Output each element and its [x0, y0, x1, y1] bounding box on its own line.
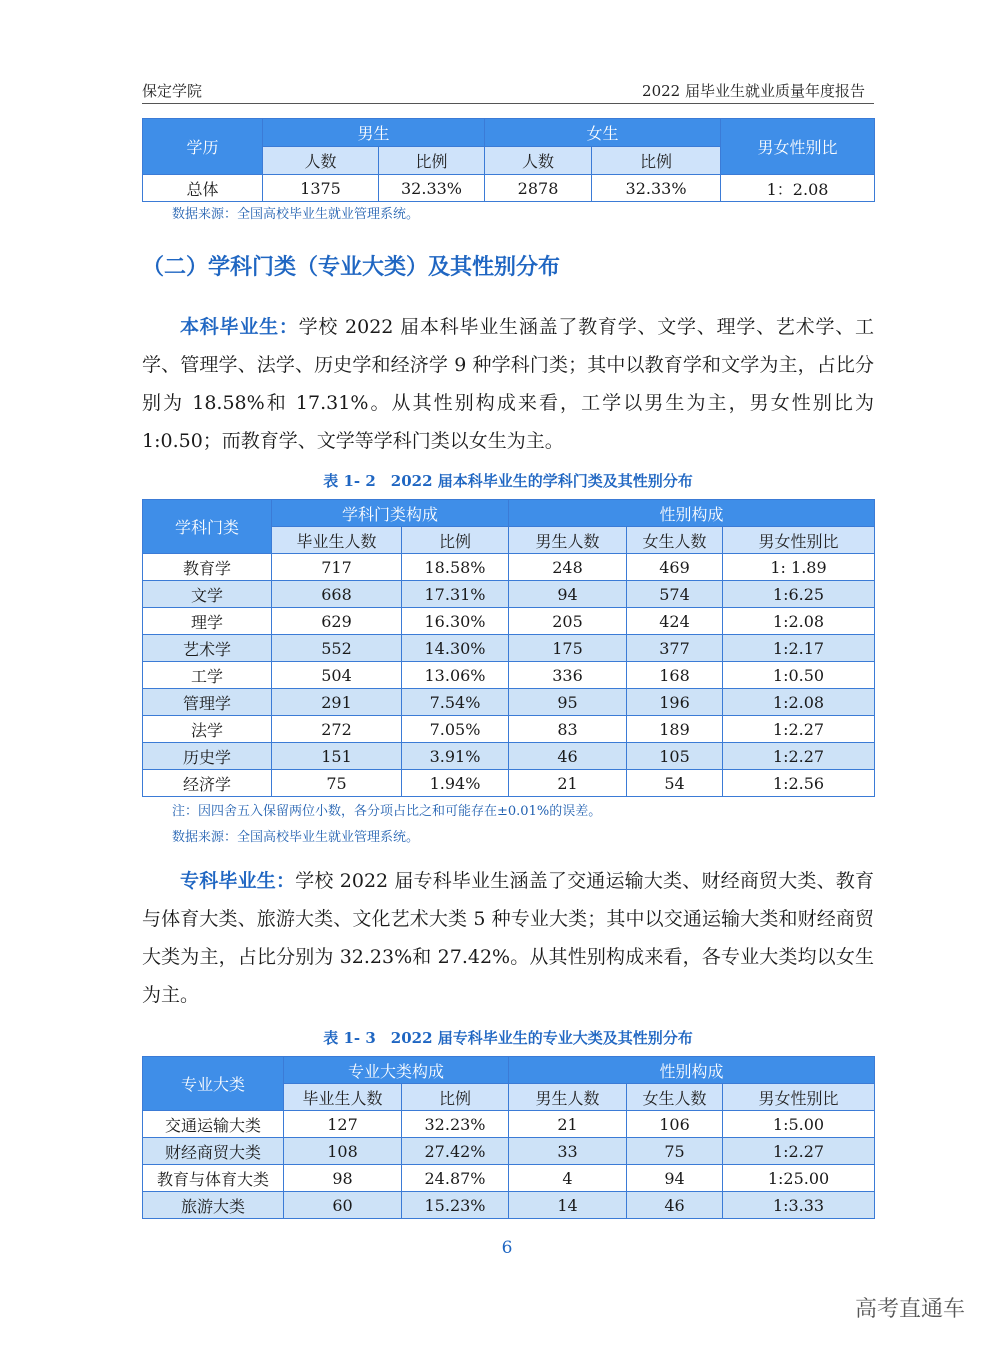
table-cell: 管理学: [143, 689, 272, 716]
header-female-count: 女生人数: [627, 527, 723, 554]
table-cell: 248: [509, 554, 627, 581]
table-cell: 1:2.27: [723, 716, 875, 743]
table-cell: 16.30%: [402, 608, 509, 635]
header-male-count: 男生人数: [509, 527, 627, 554]
header-gender-ratio: 男女性别比: [723, 1084, 875, 1111]
table-cell: 3.91%: [402, 743, 509, 770]
table-cell: 1:6.25: [723, 581, 875, 608]
vocational-text: 学校 2022 届专科毕业生涵盖了交通运输大类、财经商贸大类、教育与体育大类、旅游大类、文化艺术大类 5 种专业大类；其中以交通运输大类和财经商贸大类为主，占比分别为 32.23%和 27.42%。从其性别构成来看，各专业大类均以女生为主。: [142, 870, 874, 1006]
table-cell: 33: [509, 1138, 627, 1165]
table-row: [143, 635, 875, 662]
table-cell: 54: [627, 770, 723, 797]
table-cell: 4: [509, 1165, 627, 1192]
table-cell: 168: [627, 662, 723, 689]
header-graduates: 毕业生人数: [284, 1084, 402, 1111]
header-discipline: 学科门类: [143, 500, 272, 554]
table-cell: 75: [272, 770, 402, 797]
table-cell: 75: [627, 1138, 723, 1165]
header-composition: 专业大类构成: [284, 1057, 509, 1084]
table-row: [143, 175, 875, 202]
table-cell: 经济学: [143, 770, 272, 797]
table3-caption: 表 1- 3 2022 届专科毕业生的专业大类及其性别分布: [323, 1029, 693, 1047]
table-cell: 1:2.08: [723, 608, 875, 635]
header-gender-ratio: 男女性别比: [721, 119, 875, 175]
table-cell: 1: 1.89: [723, 554, 875, 581]
table-row: [143, 716, 875, 743]
table-cell: 总体: [143, 175, 263, 202]
table-cell: 21: [509, 1111, 627, 1138]
table-cell: 14: [509, 1192, 627, 1219]
table-cell: 1:2.17: [723, 635, 875, 662]
table-cell: 552: [272, 635, 402, 662]
header-female-count: 人数: [485, 147, 592, 175]
table-cell: 504: [272, 662, 402, 689]
section-title: （二）学科门类（专业大类）及其性别分布: [142, 255, 561, 280]
table-cell: 629: [272, 608, 402, 635]
table-cell: 教育学: [143, 554, 272, 581]
table-cell: 94: [509, 581, 627, 608]
header-female-pct: 比例: [592, 147, 721, 175]
table-cell: 46: [627, 1192, 723, 1219]
table-cell: 60: [284, 1192, 402, 1219]
table-cell: 424: [627, 608, 723, 635]
table-cell: 717: [272, 554, 402, 581]
vocational-paragraph: [142, 862, 874, 1014]
table-cell: 历史学: [143, 743, 272, 770]
table-cell: 205: [509, 608, 627, 635]
undergrad-paragraph: [142, 308, 874, 460]
header-male: 男生: [263, 119, 485, 147]
undergrad-discipline-table: [142, 499, 875, 797]
header-school: 保定学院: [142, 82, 203, 100]
header-female-count: 女生人数: [627, 1084, 723, 1111]
table2-caption: 表 1- 2 2022 届本科毕业生的学科门类及其性别分布: [323, 472, 693, 490]
header-composition: 学科门类构成: [272, 500, 509, 527]
vocational-major-table: [142, 1056, 875, 1219]
table-cell: 交通运输大类: [143, 1111, 284, 1138]
table1-source-note: 数据来源：全国高校毕业生就业管理系统。: [172, 207, 420, 222]
table-cell: 18.58%: [402, 554, 509, 581]
table-cell: 336: [509, 662, 627, 689]
table-row: [143, 689, 875, 716]
table-cell: 14.30%: [402, 635, 509, 662]
table-cell: 105: [627, 743, 723, 770]
header-share: 比例: [402, 527, 509, 554]
table-cell: 175: [509, 635, 627, 662]
table-cell: 1375: [263, 175, 379, 202]
table-cell: 1：2.08: [721, 175, 875, 202]
table-cell: 1:2.27: [723, 743, 875, 770]
page-number: 6: [501, 1238, 513, 1258]
header-gender-composition: 性别构成: [509, 500, 875, 527]
header-gender-composition: 性别构成: [509, 1057, 875, 1084]
table2-source-note: 数据来源：全国高校毕业生就业管理系统。: [172, 830, 420, 845]
table-cell: 127: [284, 1111, 402, 1138]
table-cell: 95: [509, 689, 627, 716]
header-share: 比例: [402, 1084, 509, 1111]
table-cell: 15.23%: [402, 1192, 509, 1219]
table-cell: 98: [284, 1165, 402, 1192]
table-row: [143, 1165, 875, 1192]
table-cell: 108: [284, 1138, 402, 1165]
table-cell: 1:0.50: [723, 662, 875, 689]
table-cell: 21: [509, 770, 627, 797]
table-cell: 法学: [143, 716, 272, 743]
table-cell: 32.33%: [379, 175, 485, 202]
table-cell: 1:2.27: [723, 1138, 875, 1165]
header-education: 学历: [143, 119, 263, 175]
table-cell: 艺术学: [143, 635, 272, 662]
table-row: [143, 608, 875, 635]
table-cell: 1:2.56: [723, 770, 875, 797]
table-row: [143, 770, 875, 797]
table-cell: 财经商贸大类: [143, 1138, 284, 1165]
table-cell: 377: [627, 635, 723, 662]
table-cell: 574: [627, 581, 723, 608]
table-row: [143, 581, 875, 608]
table-cell: 1:2.08: [723, 689, 875, 716]
table-cell: 2878: [485, 175, 592, 202]
table-row: [143, 1111, 875, 1138]
table-cell: 668: [272, 581, 402, 608]
table2-rounding-note: 注：因四舍五入保留两位小数，各分项占比之和可能存在±0.01%的误差。: [172, 804, 602, 819]
table-cell: 24.87%: [402, 1165, 509, 1192]
table-cell: 46: [509, 743, 627, 770]
header-divider: [142, 103, 874, 104]
table-row: [143, 1138, 875, 1165]
header-graduates: 毕业生人数: [272, 527, 402, 554]
table-cell: 1:3.33: [723, 1192, 875, 1219]
table-cell: 文学: [143, 581, 272, 608]
table-cell: 教育与体育大类: [143, 1165, 284, 1192]
table-cell: 291: [272, 689, 402, 716]
table-cell: 151: [272, 743, 402, 770]
table-cell: 7.54%: [402, 689, 509, 716]
table-cell: 27.42%: [402, 1138, 509, 1165]
header-male-count: 男生人数: [509, 1084, 627, 1111]
gender-total-table: [142, 118, 875, 202]
table-cell: 272: [272, 716, 402, 743]
table-cell: 83: [509, 716, 627, 743]
header-female: 女生: [485, 119, 721, 147]
table-cell: 工学: [143, 662, 272, 689]
header-male-pct: 比例: [379, 147, 485, 175]
table-row: [143, 554, 875, 581]
table-cell: 7.05%: [402, 716, 509, 743]
table-cell: 17.31%: [402, 581, 509, 608]
header-male-count: 人数: [263, 147, 379, 175]
table-cell: 理学: [143, 608, 272, 635]
header-major-category: 专业大类: [143, 1057, 284, 1111]
table-row: [143, 662, 875, 689]
watermark: 高考直通车: [855, 1297, 966, 1322]
table-cell: 32.33%: [592, 175, 721, 202]
table-cell: 196: [627, 689, 723, 716]
table-row: [143, 1192, 875, 1219]
table-cell: 旅游大类: [143, 1192, 284, 1219]
table-cell: 1:25.00: [723, 1165, 875, 1192]
header-gender-ratio: 男女性别比: [723, 527, 875, 554]
table-cell: 94: [627, 1165, 723, 1192]
table-row: [143, 743, 875, 770]
table-cell: 1.94%: [402, 770, 509, 797]
table-cell: 13.06%: [402, 662, 509, 689]
vocational-lead: 专科毕业生：: [180, 870, 296, 892]
undergrad-lead: 本科毕业生：: [180, 316, 299, 338]
table-cell: 32.23%: [402, 1111, 509, 1138]
header-report-title: 2022 届毕业生就业质量年度报告: [642, 82, 865, 100]
table-cell: 469: [627, 554, 723, 581]
table-cell: 106: [627, 1111, 723, 1138]
table-cell: 189: [627, 716, 723, 743]
undergrad-text: 学校 2022 届本科毕业生涵盖了教育学、文学、理学、艺术学、工学、管理学、法学、历史学和经济学 9 种学科门类；其中以教育学和文学为主，占比分别为 18.58%和 17.31%。从其性别构成来看，工学以男生为主，男女性别比为 1:0.50；而教育学、文学等学科门类以女生为主。: [142, 316, 874, 452]
table-cell: 1:5.00: [723, 1111, 875, 1138]
